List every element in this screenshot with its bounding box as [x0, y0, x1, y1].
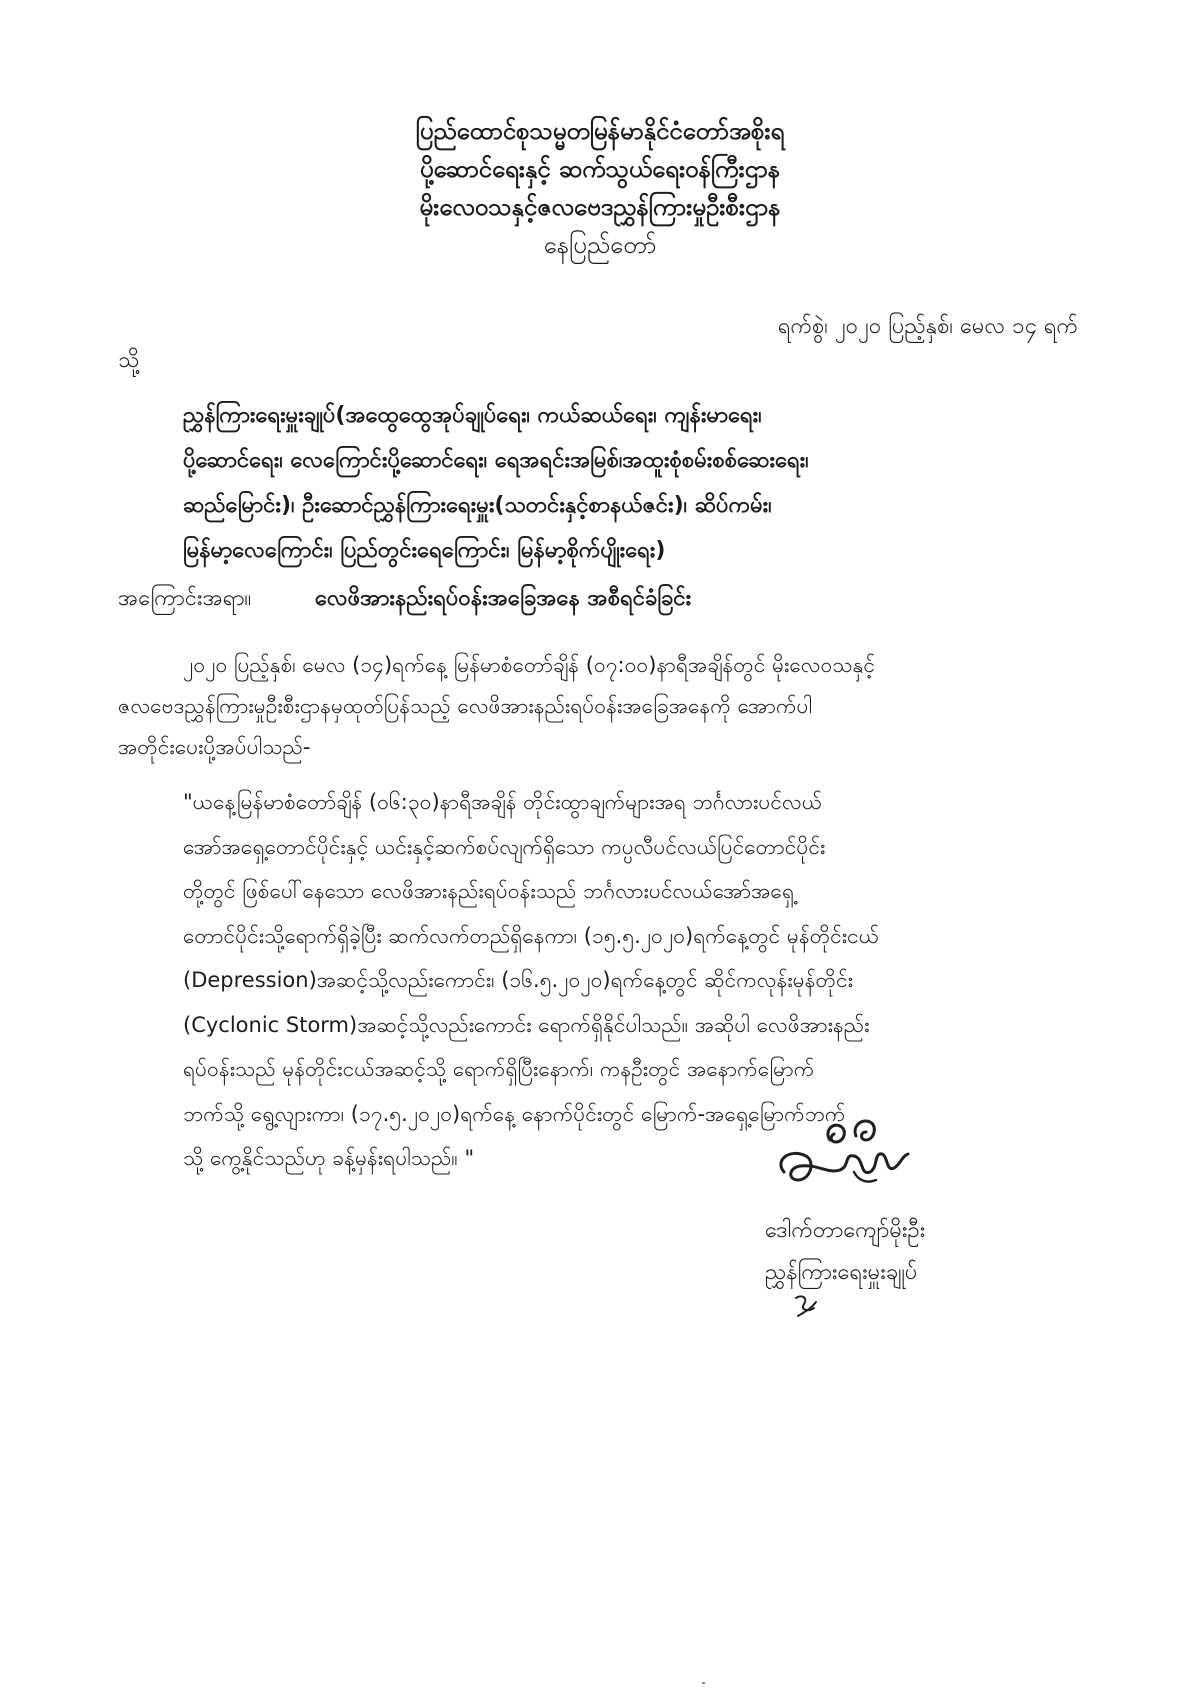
handwritten-signature — [770, 1110, 920, 1205]
quote-line: (Cyclonic Storm)အဆင့်သို့လည်းကောင်း ရောက်ရှိနိုင်ပါသည်။ အဆိုပါ လေဖိအားနည်း — [183, 1012, 870, 1037]
signatory-block — [765, 1210, 925, 1294]
quote-line: ဘက်သို့ ရွေ့လျားကာ၊ (၁၇.၅.၂၀၂၀)ရက်နေ့ နောက်ပိုင်းတွင် မြောက်-အရှေ့မြောက်ဘက် — [183, 1101, 846, 1126]
quote-line: သို့ ကွေ့နိုင်သည်ဟု ခန့်မှန်းရပါသည်။ " — [183, 1146, 475, 1170]
quote-line: ရပ်ဝန်းသည် မုန်တိုင်းငယ်အဆင့်သို့ ရောက်ရှိပြီးနောက်၊ ကနဦးတွင် အနောက်မြောက် — [183, 1057, 815, 1081]
signatory-title: ညွှန်ကြားရေးမှူးချုပ် — [765, 1260, 918, 1285]
body-line: အတိုင်းပေးပို့အပ်ပါသည်- — [118, 735, 311, 759]
department-title: မိုးလေဝသနှင့်ဇလဗေဒညွှန်ကြားမှုဦးစီးဌာန — [419, 193, 781, 221]
signatory-name: ဒေါက်တာကျော်မိုးဦး — [765, 1218, 926, 1243]
quote-line: "ယနေ့မြန်မာစံတော်ချိန် (၀၆:၃၀)နာရီအချိန် တိုင်းထွာချက်များအရ ဘင်္ဂလားပင်လယ် — [183, 790, 823, 814]
page-mark — [702, 1682, 705, 1684]
to-label: သို့ — [118, 348, 140, 373]
forecast-quote — [183, 780, 1093, 1181]
body-line: ဇလဗေဒညွှန်ကြားမှုဦးစီးဌာနမှထုတ်ပြန်သည့် လေဖိအားနည်းရပ်ဝန်းအခြေအနေကို အောက်ပါ — [118, 694, 813, 718]
handwritten-initial — [790, 1290, 820, 1320]
subject-label: အကြောင်းအရာ။ — [118, 586, 252, 611]
quote-line: တို့တွင် ဖြစ်ပေါ်နေသော လေဖိအားနည်းရပ်ဝန်းသည် ဘင်္ဂလားပင်လယ်အော်အရှေ့ — [183, 879, 795, 903]
quote-line: (Depression)အဆင့်သို့လည်းကောင်း၊ (၁၆.၅.၂၀၂၀)ရက်နေ့တွင် ဆိုင်ကလုန်းမုန်တိုင်း — [183, 968, 853, 992]
subject-row — [118, 583, 1078, 616]
document-date: ရက်စွဲ၊ ၂၀၂၀ ပြည့်နှစ်၊ မေလ ၁၄ ရက် — [777, 314, 1078, 339]
quote-line: အော်အရှေ့တောင်ပိုင်းနှင့် ယင်းနှင့်ဆက်စပ်လျက်ရှိသော ကပ္ပလီပင်လယ်ပြင်တောင်ပိုင်း — [183, 834, 826, 859]
quote-line: တောင်ပိုင်းသို့ရောက်ရှိခဲ့ပြီး ဆက်လက်တည်ရှိနေကာ၊ (၁၅.၅.၂၀၂၀)ရက်နေ့တွင် မုန်တိုင်းငယ် — [183, 923, 880, 948]
recipient-line: မြန်မာ့လေကြောင်း၊ ပြည်တွင်းရေကြောင်း၊ မြန်မာ့စိုက်ပျိုးရေး) — [183, 538, 666, 563]
government-title: ပြည်ထောင်စုသမ္မတမြန်မာနိုင်ငံတော်အစိုးရ — [415, 117, 785, 145]
letterhead — [300, 112, 900, 264]
recipient-list — [183, 393, 1093, 573]
body-line: ၂၀၂၀ ပြည့်နှစ်၊ မေလ (၁၄)ရက်နေ့ မြန်မာစံတော်ချိန် (၀၇:၀၀)နာရီအချိန်တွင် မိုးလေဝသနှင့် — [183, 653, 876, 677]
body-paragraph — [118, 645, 1093, 768]
ministry-title: ပို့ဆောင်ရေးနှင့် ဆက်သွယ်ရေးဝန်ကြီးဌာန — [419, 155, 781, 183]
recipient-line: ညွှန်ကြားရေးမှူးချုပ်(အထွေထွေအုပ်ချုပ်ရေး၊ ကယ်ဆယ်ရေး၊ ကျန်းမာရေး၊ — [183, 403, 762, 428]
recipient-line: ပို့ဆောင်ရေး၊ လေကြောင်းပို့ဆောင်ရေး၊ ရေအရင်းအမြစ်၊အထူးစုံစမ်းစစ်ဆေးရေး၊ — [183, 448, 809, 473]
subject-text: လေဖိအားနည်းရပ်ဝန်းအခြေအနေ အစီရင်ခံခြင်း — [315, 586, 692, 611]
recipient-line: ဆည်မြောင်း)၊ ဦးဆောင်ညွှန်ကြားရေးမှူး(သတင်းနှင့်စာနယ်ဇင်း)၊ ဆိပ်ကမ်း၊ — [183, 493, 772, 518]
location-title: နေပြည်တော် — [543, 231, 657, 259]
